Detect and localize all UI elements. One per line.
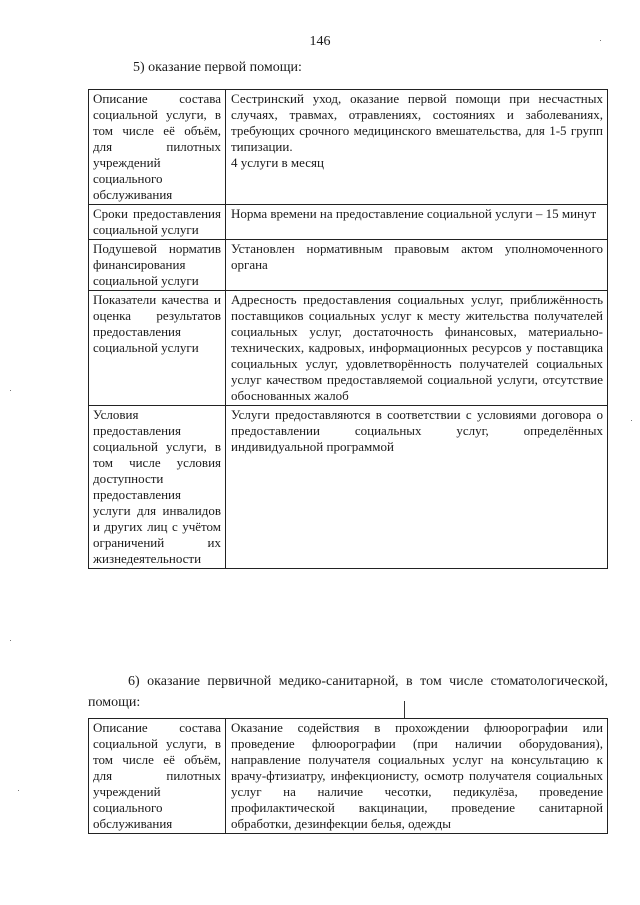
row-label: Сроки предоставления социальной услуги xyxy=(89,205,226,240)
row-label: Показатели качества и оценка результатов предоставления социальной услуги xyxy=(89,291,226,406)
row-label: Описание состава социальной услуги, в том числе её объём, для пилотных учреждений социального обслуживания xyxy=(89,719,226,834)
table-row xyxy=(89,90,608,205)
value-text: Сестринский уход, оказание первой помощи при несчастных случаях, травмах, отравлениях, состояниях и заболеваниях, требующих срочного медицинского вмешательства, для 1-5 групп типизации. xyxy=(231,91,603,154)
table-row xyxy=(89,291,608,406)
section-6-table xyxy=(88,718,608,834)
scan-dot xyxy=(10,640,11,641)
row-label: Описание состава социальной услуги, в том числе её объём, для пилотных учреждений социального обслуживания xyxy=(89,90,226,205)
row-value xyxy=(226,240,608,291)
section-5-table xyxy=(88,89,608,569)
row-value xyxy=(226,719,608,834)
scan-dot xyxy=(600,40,601,41)
table-row xyxy=(89,240,608,291)
page-number: 146 xyxy=(309,34,331,49)
value-text: Оказание содействия в прохождении флюорографии или проведение флюорографии (при наличии оборудования), направление получателя социальных услуг на консультацию к врачу-фтизиатру, инфекционисту, осмотр получателя социальных услуг на наличие чесотки, педикулёза, проведение профилактической вакцинации, проведение санитарной обработки, дезинфекции белья, одежды xyxy=(231,720,603,831)
value-text: Услуги предоставляются в соответствии с условиями договора о предоставлении социальных услуг, определённых индивидуальной программой xyxy=(231,407,603,454)
table-row xyxy=(89,406,608,569)
table-row xyxy=(89,205,608,240)
scan-dot xyxy=(631,420,632,421)
section-6-heading: 6) оказание первичной медико-санитарной, в том числе стоматологической, помощи: xyxy=(88,674,608,710)
row-label: Условия предоставления социальной услуги, в том числе условия доступности предоставления услуги для инвалидов и других лиц с учётом ограничений их жизнедеятельности xyxy=(89,406,226,569)
row-value xyxy=(226,291,608,406)
table-row xyxy=(89,719,608,834)
scan-dot xyxy=(18,790,19,791)
row-label: Подушевой норматив финансирования социальной услуги xyxy=(89,240,226,291)
scan-mark xyxy=(404,701,405,719)
value-text: 4 услуги в месяц xyxy=(231,155,324,170)
row-value xyxy=(226,90,608,205)
row-value xyxy=(226,205,608,240)
value-text: Адресность предоставления социальных услуг, приближённость поставщиков социальных услуг к месту жительства получателей социальных услуг, достаточность финансовых, материально-технических, кадровых, информационных ресурсов у поставщика социальных услуг, удовлетворённость получателей социальных услуг качеством предоставляемой социальной услуги, отсутствие обоснованных жалоб xyxy=(231,292,603,403)
value-text: Установлен нормативным правовым актом уполномоченного органа xyxy=(231,241,603,272)
row-value xyxy=(226,406,608,569)
section-5-heading: 5) оказание первой помощи: xyxy=(133,60,302,75)
value-text: Норма времени на предоставление социальной услуги – 15 минут xyxy=(231,206,597,221)
scan-dot xyxy=(10,390,11,391)
